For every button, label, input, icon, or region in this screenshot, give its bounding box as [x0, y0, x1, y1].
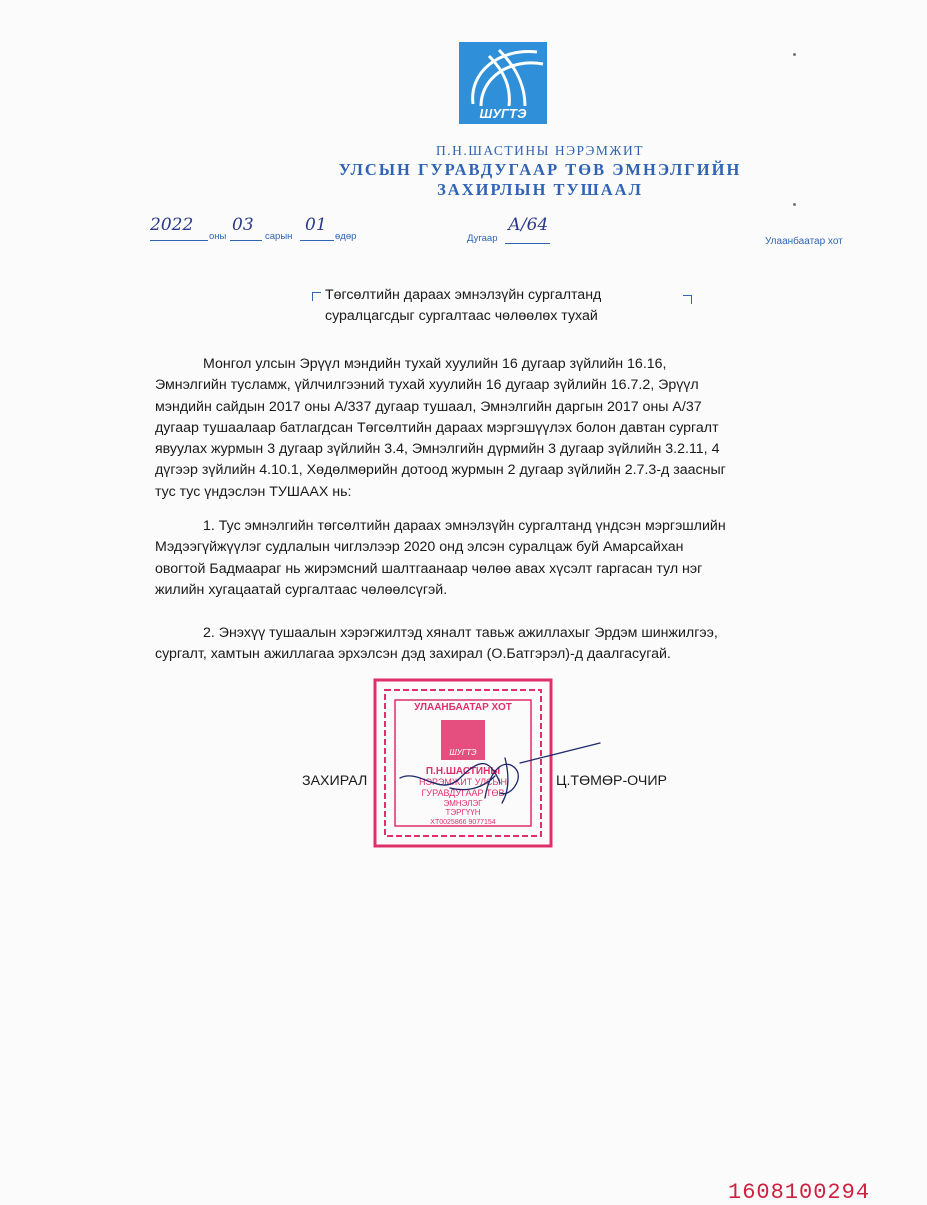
year-label: оны	[209, 231, 227, 242]
scan-speck	[793, 203, 796, 206]
order-month: 03	[232, 215, 254, 235]
scan-speck	[793, 53, 796, 56]
body-line: овогтой Бадмаараг нь жирэмсний шалтгаанаар чөлөө авах хүсэлт гаргасан тул нэг	[155, 560, 703, 577]
number-underline	[505, 243, 550, 244]
body-line: явуулах журмын 3 дугаар зүйлийн 3.4, Эмнэлгийн дүрмийн 3 дугаар зүйлийн 3.2.11, 4	[155, 441, 720, 458]
order-subject	[325, 285, 670, 327]
svg-text:ШУГТЭ: ШУГТЭ	[479, 106, 527, 121]
subject-line-2: суралцагсдыг сургалтаас чөлөөлөх тухай	[325, 308, 598, 324]
svg-text:УЛААНБААТАР ХОТ: УЛААНБААТАР ХОТ	[414, 702, 512, 713]
subject-bracket-right	[683, 295, 692, 304]
serial-number: 1608100294	[728, 1180, 871, 1205]
signature-name: Ц.ТӨМӨР-ОЧИР	[556, 773, 668, 789]
order-number: А/64	[508, 215, 549, 235]
order-day: 01	[305, 215, 327, 235]
svg-text:ТЭРГҮҮН: ТЭРГҮҮН	[445, 808, 481, 817]
body-line: дүгээр зүйлийн 4.10.1, Хөдөлмөрийн дотоод журмын 2 дугаар зүйлийн 2.7.3-д заасныг	[155, 462, 726, 479]
subject-bracket-left	[312, 292, 321, 301]
number-label: Дугаар	[467, 233, 498, 244]
subject-line-1: Төгсөлтийн дараах эмнэлзүйн сургалтанд	[325, 287, 602, 303]
body-line: тус тус үндэслэн ТУШААХ нь:	[155, 483, 352, 500]
year-underline	[150, 240, 208, 241]
body-line: дугаар тушаалаар батлагдсан Төгсөлтийн дараах мэргэшүүлэх болон давтан сургалт	[155, 419, 719, 436]
body-line: жилийн хугацаатай сургалтаас чөлөөлсүгэй.	[155, 581, 448, 598]
header-line-3: ЗАХИРЛЫН ТУШААЛ	[437, 180, 643, 199]
day-label: өдөр	[335, 231, 357, 242]
svg-text:П.Н.ШАСТИНЫ: П.Н.ШАСТИНЫ	[425, 766, 501, 777]
body-paragraph-1	[155, 354, 860, 503]
svg-text:ГУРАВДУГААР ТӨВ: ГУРАВДУГААР ТӨВ	[421, 788, 505, 798]
svg-text:ХТ0025866 9077154: ХТ0025866 9077154	[430, 819, 496, 826]
order-year: 2022	[150, 215, 194, 235]
svg-text:ШУГТЭ: ШУГТЭ	[449, 748, 477, 757]
month-label: сарын	[265, 231, 293, 242]
day-underline	[300, 240, 334, 241]
body-line: Мэдээгүйжүүлэг судлалын чиглэлээр 2020 онд элсэн суралцаж буй Амарсайхан	[155, 539, 684, 556]
body-line: сургалт, хамтын ажиллагаа эрхэлсэн дэд захирал (О.Батгэрэл)-д даалгасугай.	[155, 646, 671, 663]
body-paragraph-2	[155, 516, 860, 601]
signature-title: ЗАХИРАЛ	[302, 773, 368, 789]
header-line-1: П.Н.ШАСТИНЫ НЭРЭМЖИТ	[435, 143, 645, 158]
svg-text:ЭМНЭЛЭГ: ЭМНЭЛЭГ	[443, 799, 483, 808]
month-underline	[230, 240, 262, 241]
handwritten-signature	[390, 738, 605, 808]
body-line: 2. Энэхүү тушаалын хэрэгжилтэд хяналт тавьж ажиллахыг Эрдэм шинжилгээ,	[203, 625, 718, 641]
body-line: Монгол улсын Эрүүл мэндийн тухай хуулийн 16 дугаар зүйлийн 16.16,	[203, 356, 667, 372]
body-line: мэндийн сайдын 2017 оны А/337 дугаар тушаал, Эмнэлгийн даргын 2017 оны А/37	[155, 398, 702, 415]
hospital-logo	[459, 42, 547, 124]
svg-text:НЭРЭМЖИТ УЛСЫН: НЭРЭМЖИТ УЛСЫН	[418, 777, 508, 787]
header-line-2: УЛСЫН ГУРАВДУГААР ТӨВ ЭМНЭЛГИЙН	[338, 160, 742, 179]
city-label: Улаанбаатар хот	[765, 236, 843, 247]
body-paragraph-3	[155, 623, 860, 666]
body-line: 1. Тус эмнэлгийн төгсөлтийн дараах эмнэлзүйн сургалтанд үндсэн мэргэшлийн	[203, 518, 726, 534]
body-line: Эмнэлгийн тусламж, үйлчилгээний тухай хуулийн 16 дугаар зүйлийн 16.7.2, Эрүүл	[155, 377, 699, 394]
